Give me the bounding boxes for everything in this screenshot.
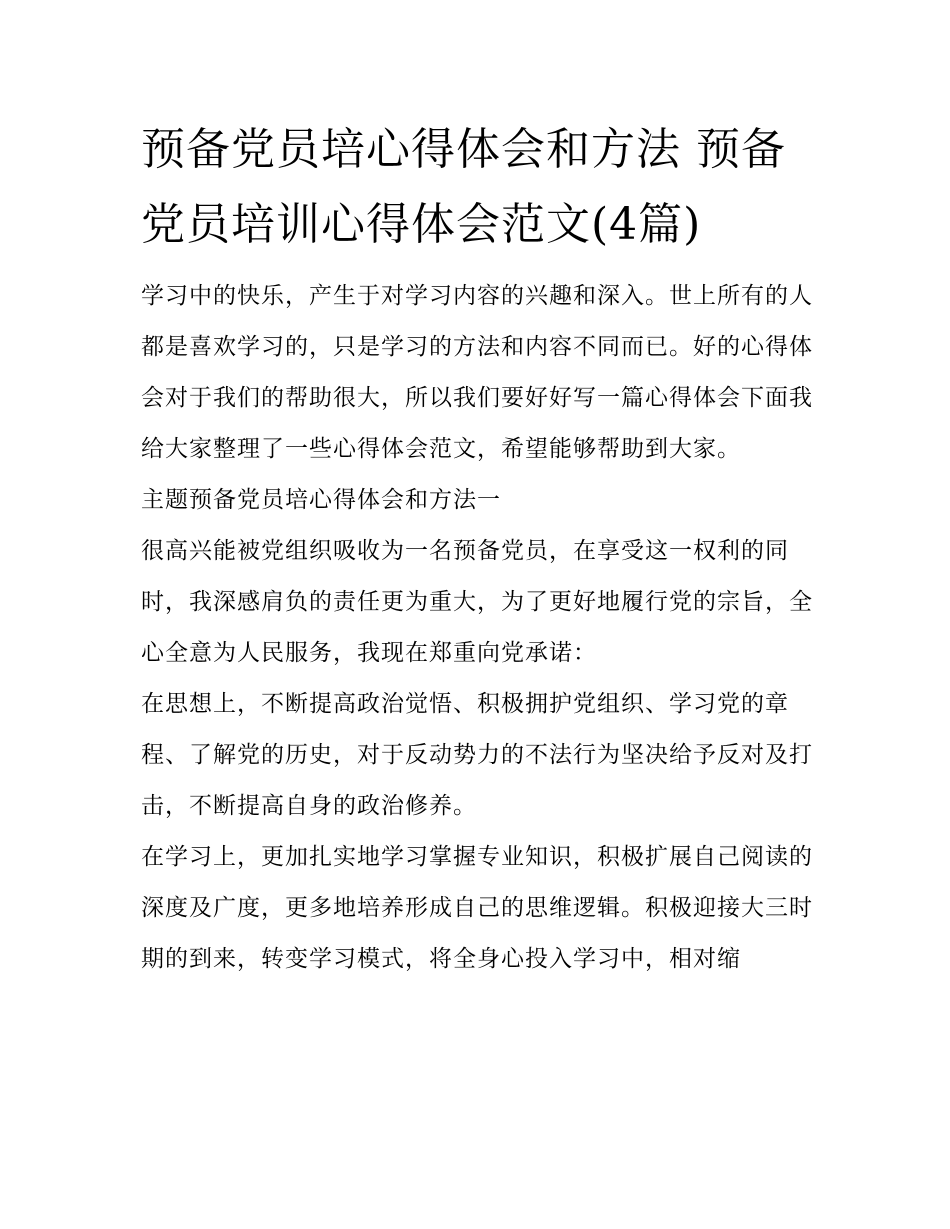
intro-paragraph: 学习中的快乐，产生于对学习内容的兴趣和深入。世上所有的人都是喜欢学习的，只是学习的方法和内容不同而已。好的心得体会对于我们的帮助很大，所以我们要好好写一篇心得体会下面我给大家整理了一些心得体会范文，希望能够帮助到大家。 <box>141 283 813 462</box>
body-paragraph: 在学习上，更加扎实地学习掌握专业知识，积极扩展自己阅读的深度及广度，更多地培养形成自己的思维逻辑。积极迎接大三时期的到来，转变学习模式，将全身心投入学习中，相对缩 <box>141 844 813 972</box>
section-heading: 主题预备党员培心得体会和方法一 <box>141 487 501 513</box>
document-title: 预备党员培心得体会和方法 预备党员培训心得体会范文(4篇) <box>141 124 786 250</box>
document-page <box>141 112 821 985</box>
body-paragraph: 在思想上，不断提高政治觉悟、积极拥护党组织、学习党的章程、了解党的历史，对于反动势力的不法行为坚决给予反对及打击，不断提高自身的政治修养。 <box>141 691 813 819</box>
body-paragraph: 很高兴能被党组织吸收为一名预备党员，在享受这一权利的同时，我深感肩负的责任更为重大，为了更好地履行党的宗旨，全心全意为人民服务，我现在郑重向党承诺： <box>141 538 813 666</box>
